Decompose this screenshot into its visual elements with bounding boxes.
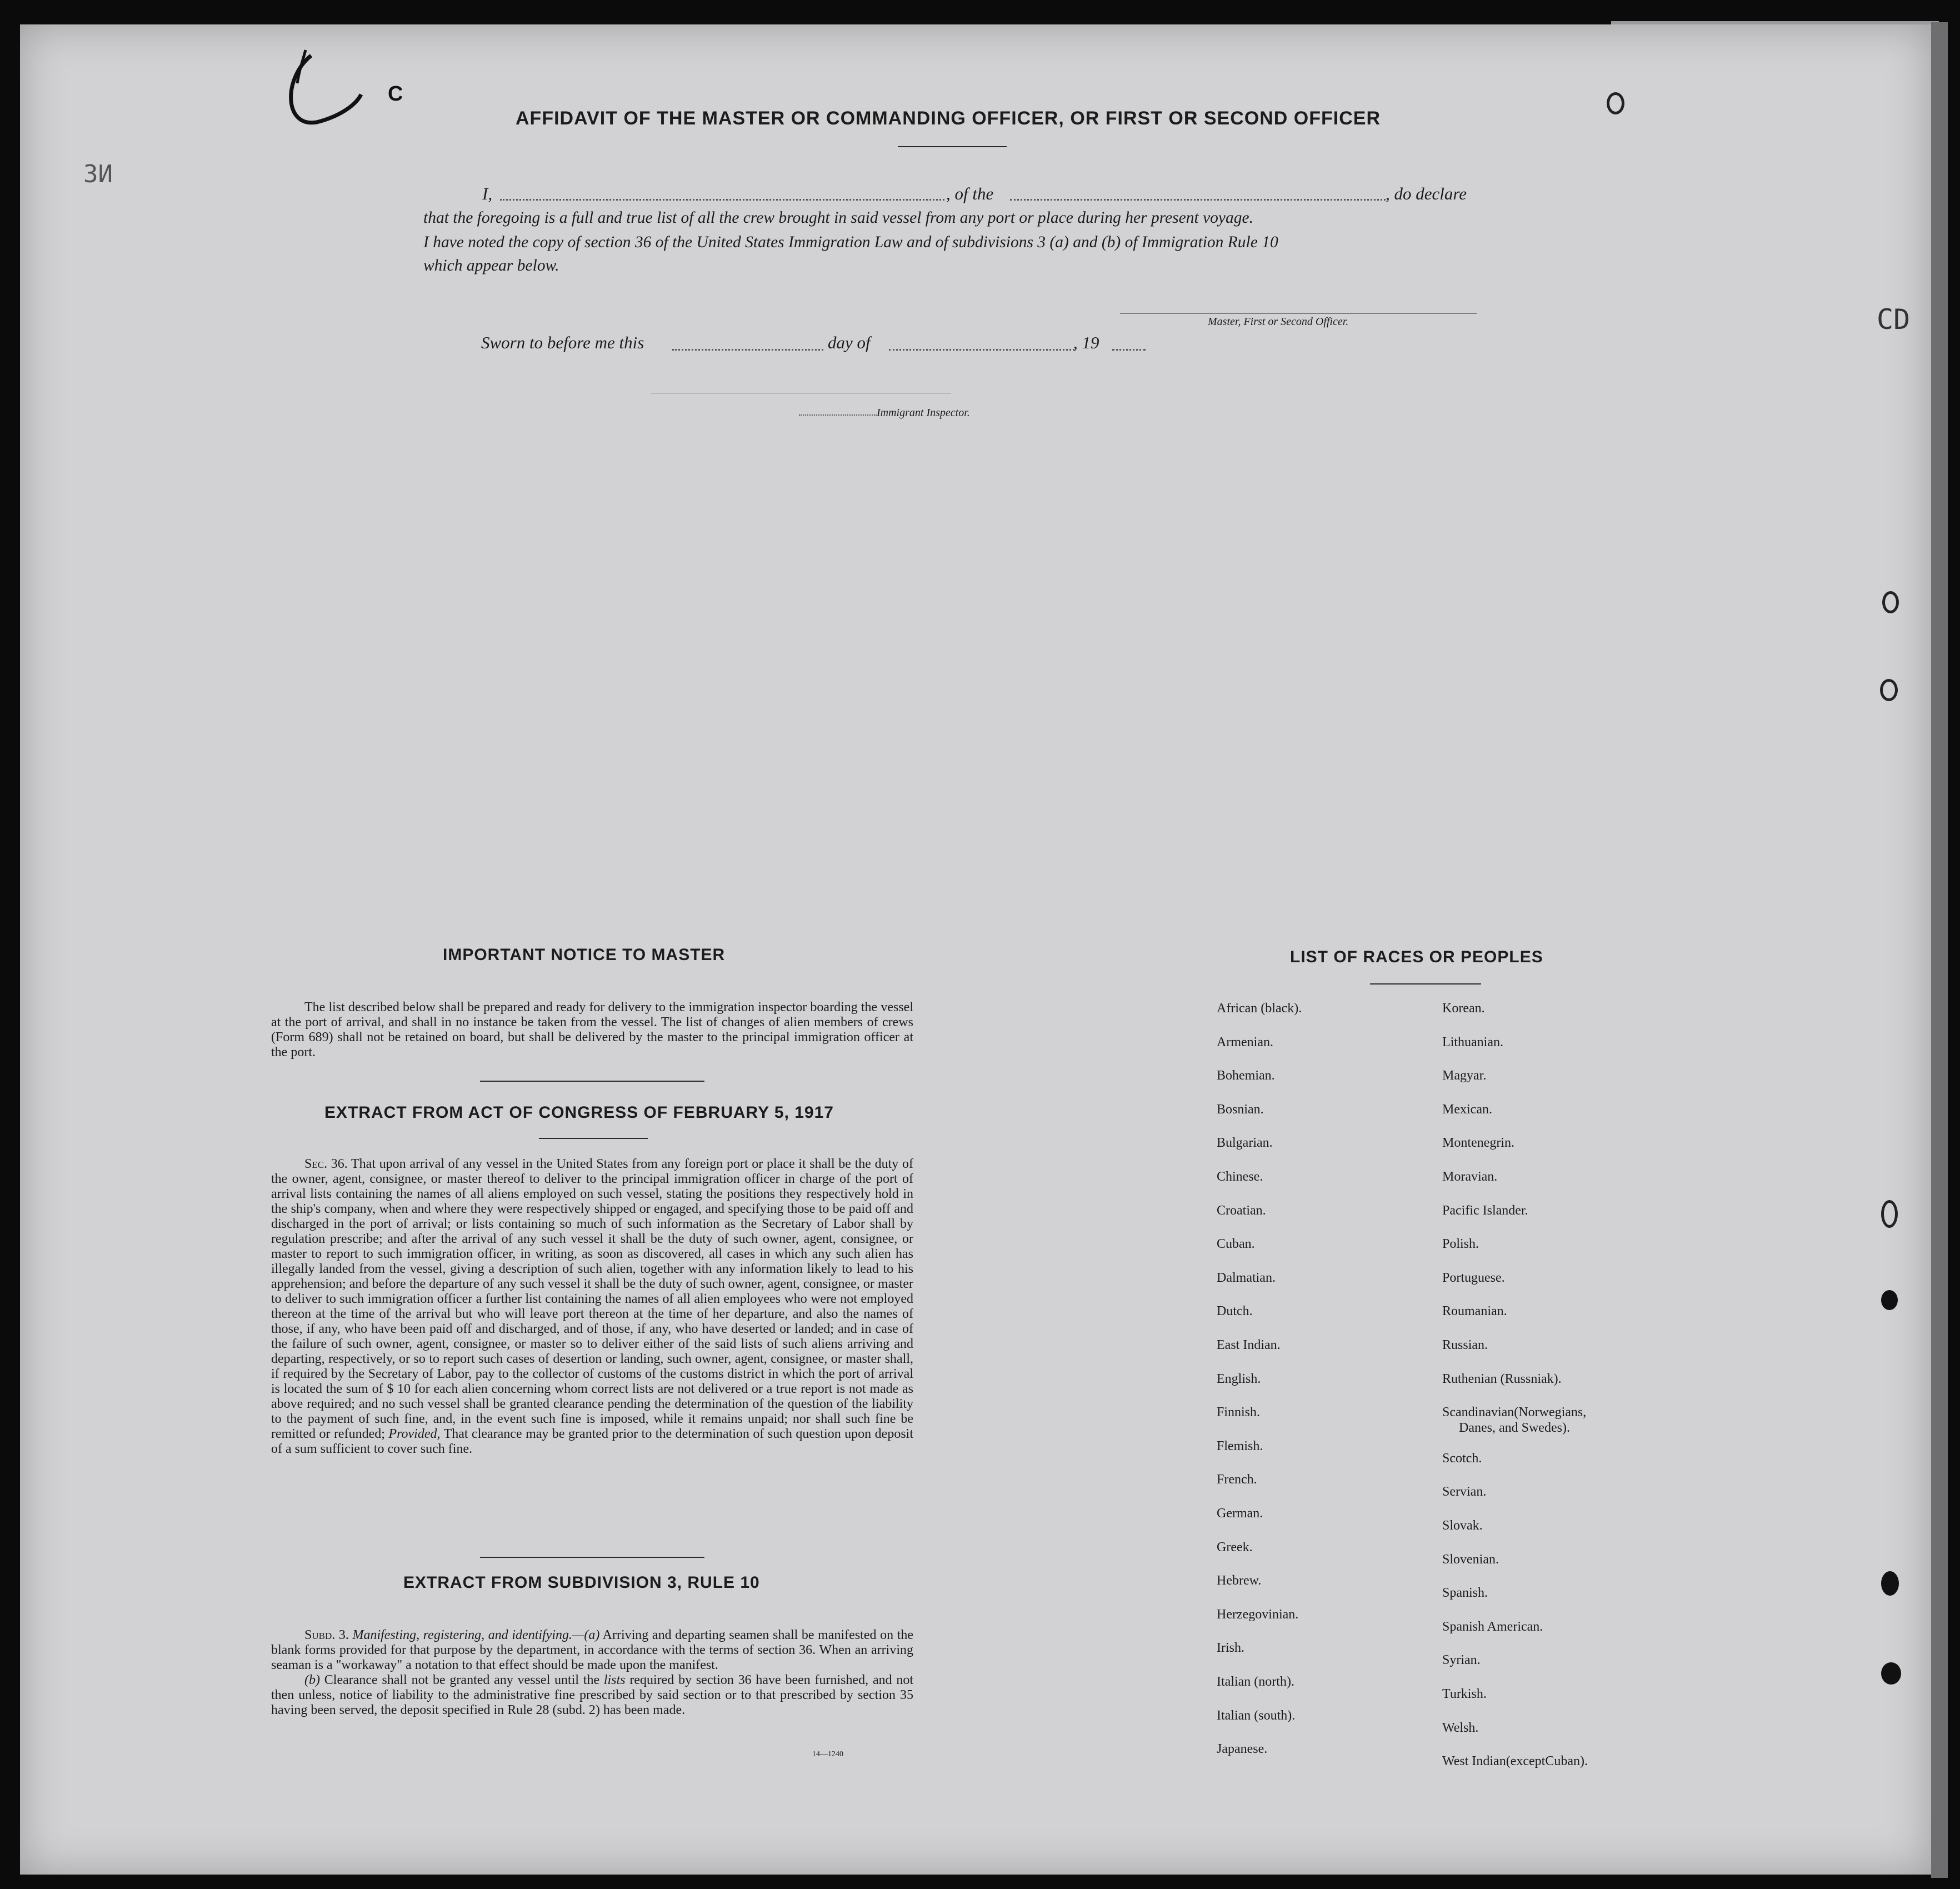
title-underline bbox=[898, 146, 1007, 147]
race-item: Japanese. bbox=[1217, 1742, 1268, 1757]
do-declare-label: , do declare bbox=[1386, 184, 1467, 203]
binder-hole bbox=[1607, 92, 1624, 114]
master-signature-line[interactable] bbox=[1120, 313, 1477, 314]
race-item: Hebrew. bbox=[1217, 1573, 1262, 1588]
race-item: Finnish. bbox=[1217, 1405, 1261, 1420]
race-item: Italian (south). bbox=[1217, 1708, 1296, 1723]
race-item: Croatian. bbox=[1217, 1203, 1266, 1218]
vessel-field[interactable] bbox=[1010, 199, 1386, 201]
name-field[interactable] bbox=[500, 199, 944, 201]
master-signature-caption: Master, First or Second Officer. bbox=[1208, 316, 1349, 328]
rule-para-b-1: Clearance shall not be granted any vessel until the bbox=[324, 1673, 600, 1687]
affidavit-line-4: which appear below. bbox=[423, 257, 559, 274]
race-item: Irish. bbox=[1217, 1641, 1244, 1656]
race-item: Spanish. bbox=[1442, 1586, 1488, 1601]
day-of-label: day of bbox=[828, 333, 871, 352]
race-item: Polish. bbox=[1442, 1237, 1479, 1252]
rule-b-label: (b) bbox=[304, 1673, 320, 1687]
race-item: Portuguese. bbox=[1442, 1270, 1505, 1285]
of-the-label: , of the bbox=[946, 184, 994, 203]
race-item: Bohemian. bbox=[1217, 1068, 1275, 1083]
binder-hole bbox=[1881, 1290, 1898, 1310]
inspector-dotted-line bbox=[799, 414, 877, 416]
notice-divider bbox=[480, 1081, 704, 1082]
binder-hole bbox=[1881, 1662, 1901, 1685]
extract-act-divider bbox=[480, 1557, 704, 1558]
race-item: Ruthenian (Russniak). bbox=[1442, 1371, 1562, 1386]
race-item: Turkish. bbox=[1442, 1687, 1487, 1701]
race-item: Italian (north). bbox=[1217, 1675, 1294, 1689]
lists-word: lists bbox=[603, 1673, 626, 1687]
races-underline bbox=[1370, 983, 1481, 985]
race-item: Scandinavian(Norwegians, bbox=[1442, 1405, 1587, 1420]
race-item: Moravian. bbox=[1442, 1170, 1498, 1184]
binder-hole bbox=[1882, 591, 1899, 613]
race-item: Slovak. bbox=[1442, 1518, 1483, 1533]
sworn-month-field[interactable] bbox=[889, 349, 1074, 351]
act-body-1: That upon arrival of any vessel in the United States from any foreign port or place it shall be the duty of the owner, agent, consignee, or master thereof to deliver to the principal immigration officer in charge of the port of arrival lists containing the names of all aliens employed on such vessel, stating the positions they respectively hold in the ship's company, when and where they were respectively shipped or engaged, and specifying those to be paid off and discharged in the port of arrival; or lists containing so much of such information as the Secretary of Labor shall by regulation prescribe; and after the arrival of any such vessel it shall be the duty of such owner, agent, consignee, or master to report to such immigration officer, in writing, as soon as discovered, all cases in which any such alien has illegally landed from the vessel, giving a description of such alien, together with any information likely to lead to his apprehension; and before the departure of any such vessel it shall be the duty of such owner, agent, consignee, or master to deliver to such immigration officer a further list containing the names of all alien employees who were not employed thereon at the time of the arrival but who will leave port thereon at the time of her departure, and also the names of those, if any, who have been paid off and discharged, and of those, if any, who have deserted or landed; and in case of the failure of such owner, agent, consignee, or master so to deliver either of the said lists of such aliens arriving and departing, respectively, or so to report such cases of desertion or landing, such owner, agent, consignee, or master shall, if required by the Secretary of Labor, pay to the collector of customs of the customs district in which the port of arrival is located the sum of $ 10 for each alien concerning whom correct lists are not delivered or a true report is not made as above required; and no such vessel shall be granted clearance pending the determination of the question of the liability to the payment of such fine, and, in the event such fine is imposed, while it remains unpaid; nor shall such fine be remitted or refunded; bbox=[271, 1157, 913, 1441]
race-item: Lithuanian. bbox=[1442, 1035, 1503, 1050]
race-item: French. bbox=[1217, 1472, 1257, 1487]
race-item: Slovenian. bbox=[1442, 1552, 1499, 1567]
binder-hole bbox=[1881, 1571, 1899, 1596]
race-item: African (black). bbox=[1217, 1001, 1302, 1016]
race-item: East Indian. bbox=[1217, 1338, 1281, 1352]
sec-label: Sec. 36. bbox=[304, 1157, 348, 1171]
race-item: Dalmatian. bbox=[1217, 1270, 1276, 1285]
sworn-day-field[interactable] bbox=[672, 349, 823, 351]
rule-para-b-2: required by section 36 have been furnished, and not then unless, notice of liability to the administrative fine prescribed by said section or to that prescribed by section 35 having been served, the deposit specified in Rule 28 (subd. 2) has been made. bbox=[271, 1673, 914, 1717]
act-body-2: That clearance may be granted prior to the determination of such question upon deposit of a sum sufficient to cover such fine. bbox=[271, 1427, 914, 1456]
race-item: English. bbox=[1217, 1371, 1261, 1386]
i-label: I, bbox=[482, 184, 493, 203]
race-item: Cuban. bbox=[1217, 1237, 1255, 1252]
extract-rule-text bbox=[271, 1628, 913, 1718]
race-item: Montenegrin. bbox=[1442, 1136, 1514, 1151]
race-scandinavian-cont: Danes, and Swedes). bbox=[1459, 1421, 1570, 1436]
race-item: Korean. bbox=[1442, 1001, 1485, 1016]
form-number: 14—1240 bbox=[812, 1750, 843, 1758]
sworn-year-field[interactable] bbox=[1112, 349, 1146, 351]
margin-mark-right: CD bbox=[1877, 303, 1911, 336]
extract-act-text bbox=[271, 1157, 913, 1457]
race-item: Servian. bbox=[1442, 1485, 1487, 1500]
subd-label: Subd. 3. bbox=[304, 1628, 349, 1642]
year-label: , 19 bbox=[1073, 333, 1099, 352]
binder-hole bbox=[1880, 679, 1898, 701]
race-item: Flemish. bbox=[1217, 1438, 1263, 1453]
race-item: Russian. bbox=[1442, 1338, 1488, 1352]
race-item: Chinese. bbox=[1217, 1170, 1263, 1184]
provided-word: Provided, bbox=[388, 1427, 441, 1441]
race-item: West Indian(exceptCuban). bbox=[1442, 1754, 1588, 1769]
extract-act-title: EXTRACT FROM ACT OF CONGRESS OF FEBRUARY 5, 1917 bbox=[324, 1103, 834, 1122]
paper-right-edge bbox=[1931, 22, 1948, 1878]
notice-text bbox=[271, 1000, 913, 1060]
race-item: Spanish American. bbox=[1442, 1619, 1543, 1634]
race-item: Dutch. bbox=[1217, 1304, 1253, 1319]
notice-body: The list described below shall be prepared and ready for delivery to the immigration inspector boarding the vessel at the port of arrival, and shall in no instance be taken from the vessel. The list of changes of alien members of crews (Form 689) shall not be retained on board, but shall be delivered by the master to the principal immigration officer at the port. bbox=[271, 1000, 913, 1060]
race-item: Syrian. bbox=[1442, 1653, 1481, 1668]
race-item: Pacific Islander. bbox=[1442, 1203, 1528, 1218]
race-item: Roumanian. bbox=[1442, 1304, 1507, 1319]
margin-mark-left: ЗИ bbox=[83, 160, 113, 188]
header-mark: C bbox=[388, 82, 403, 106]
subd-heading: Manifesting, registering, and identifying.—(a) bbox=[352, 1628, 600, 1642]
inspector-signature-caption: Immigrant Inspector. bbox=[877, 407, 970, 419]
race-item: Armenian. bbox=[1217, 1035, 1273, 1050]
extract-act-underline bbox=[539, 1138, 648, 1139]
races-title: LIST OF RACES OR PEOPLES bbox=[1290, 948, 1543, 966]
affidavit-line-3: I have noted the copy of section 36 of the United States Immigration Law and of subdivisions 3 (a) and (b) of Immigration Rule 10 bbox=[423, 233, 1278, 251]
race-item: Bosnian. bbox=[1217, 1102, 1264, 1117]
rule-para-a: Arriving and departing seamen shall be manifested on the blank forms provided for that purpose by the department, in accordance with the terms of section 36. When an arriving seaman is a "workaway" a notation to that effect should be made upon the manifest. bbox=[271, 1628, 914, 1672]
race-item: Herzegovinian. bbox=[1217, 1607, 1299, 1622]
affidavit-line-1 bbox=[482, 181, 492, 206]
sworn-label: Sworn to before me this bbox=[481, 333, 644, 352]
extract-rule-title: EXTRACT FROM SUBDIVISION 3, RULE 10 bbox=[403, 1573, 760, 1592]
handwritten-mark bbox=[272, 33, 383, 133]
affidavit-line-2: that the foregoing is a full and true list of all the crew brought in said vessel from any port or place during her present voyage. bbox=[423, 209, 1253, 227]
notice-title: IMPORTANT NOTICE TO MASTER bbox=[443, 946, 726, 964]
affidavit-title: AFFIDAVIT OF THE MASTER OR COMMANDING OFFICER, OR FIRST OR SECOND OFFICER bbox=[516, 108, 1381, 129]
race-item: Welsh. bbox=[1442, 1720, 1479, 1735]
race-item: German. bbox=[1217, 1506, 1263, 1521]
document-sheet bbox=[20, 24, 1931, 1875]
race-item: Mexican. bbox=[1442, 1102, 1492, 1117]
race-item: Magyar. bbox=[1442, 1068, 1487, 1083]
race-item: Greek. bbox=[1217, 1540, 1253, 1555]
binder-hole bbox=[1881, 1200, 1898, 1228]
race-item: Scotch. bbox=[1442, 1451, 1482, 1466]
race-item: Bulgarian. bbox=[1217, 1136, 1273, 1151]
